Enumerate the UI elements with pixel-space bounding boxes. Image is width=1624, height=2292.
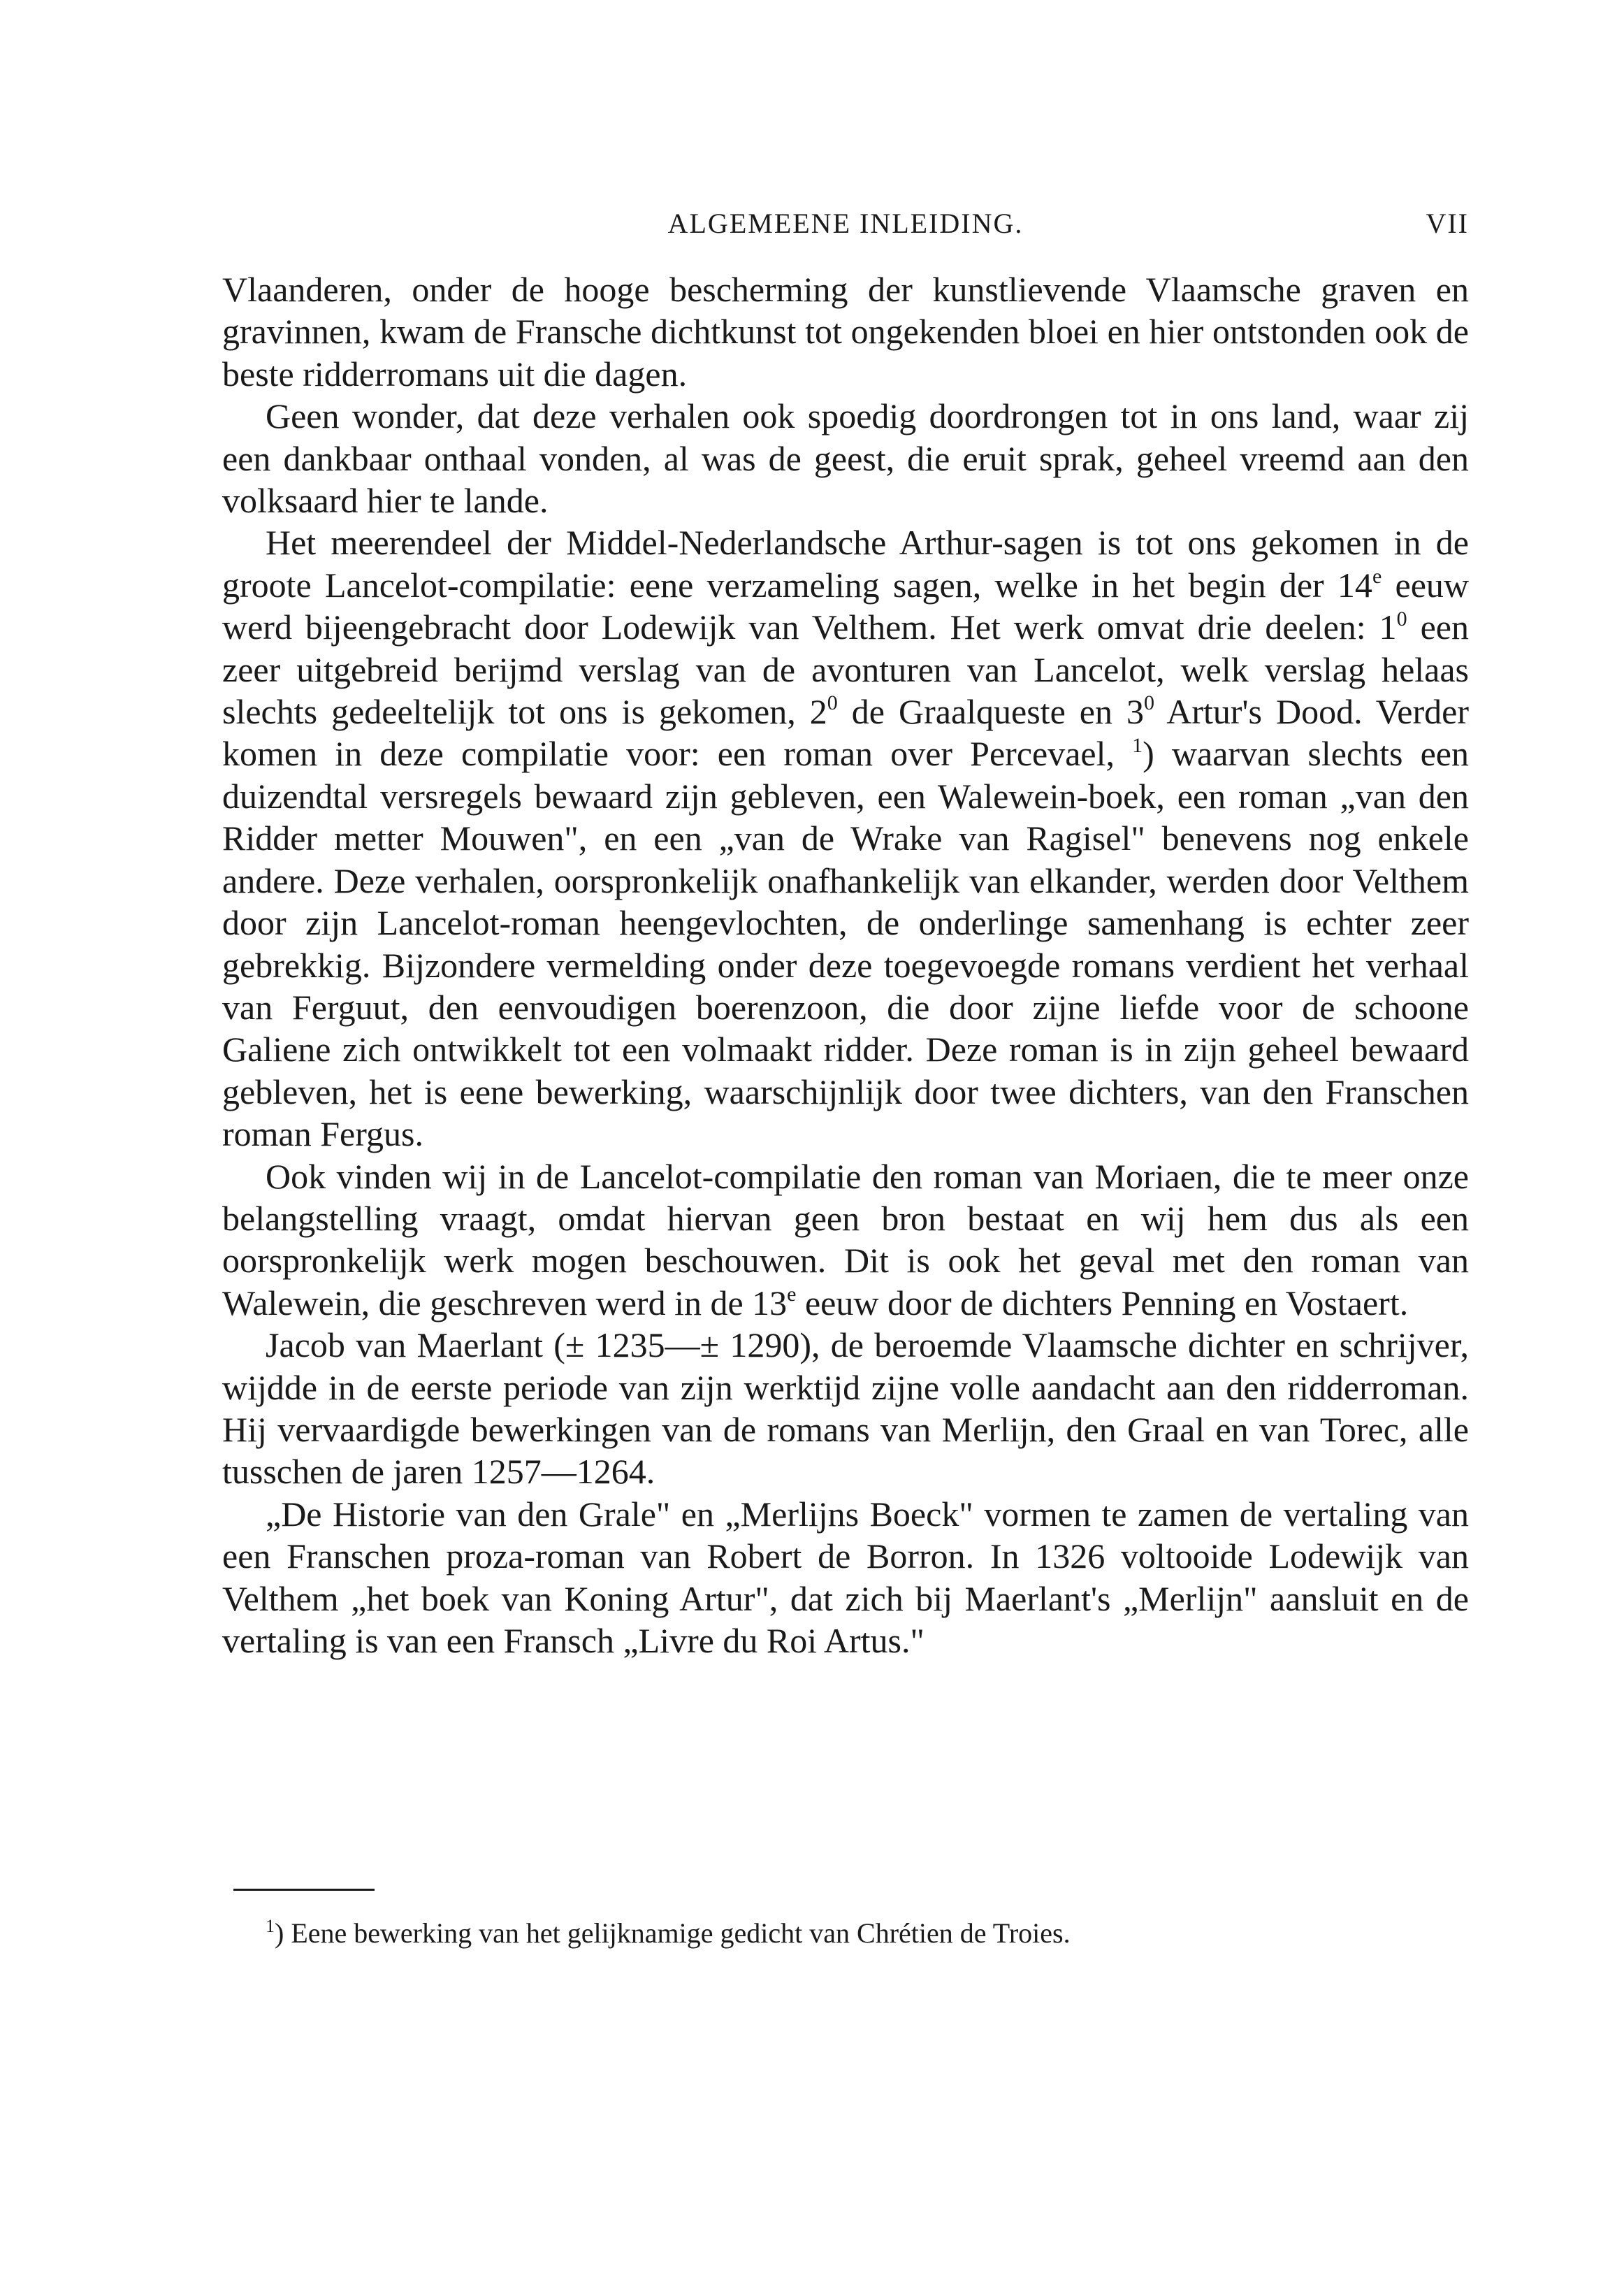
footnote-divider [233,1889,375,1891]
footnote-marker: 1 [266,1915,275,1936]
superscript-e: e [787,1283,797,1306]
paragraph-5: Jacob van Maerlant (± 1235—± 1290), de beroemde Vlaamsche dichter en schrijver, wijdde in de eerste periode van zijn werktijd zijne volle aandacht aan den ridderroman. Hij vervaardigde bewerkingen van de romans van Merlijn, den Graal en van Torec, alle tusschen de jaren 1257—1264. [222,1325,1469,1492]
superscript-ordinal-2: 0 [827,691,838,715]
footnote [266,1914,1469,1953]
paragraph-3-text-a: Het meerendeel der Middel-Nederlandsche Arthur-sagen is tot ons gekomen in de groote Lancelot-compilatie: eene verzameling sagen, welke in het begin der 14 [222,523,1469,605]
paragraph-3-text-e: Artur's Dood. Verder komen in deze compilatie voor: een roman over Percevael, [222,692,1469,774]
paragraph-4-text-b: eeuw door de dichters Penning en Vostaert. [796,1283,1409,1322]
paragraph-3 [222,521,1469,1155]
paragraph-4 [222,1155,1469,1325]
paragraph-3-text-f: ) waarvan slechts een duizendtal versregels bewaard zijn gebleven, een Walewein-boek, een roman „van den Ridder metter Mouwen", en een „van de Wrake van Ragisel" benevens nog enkele andere. Deze verhalen, oorspronkelijk onafhankelijk van elkander, werden door Velthem door zijn Lancelot-roman heengevlochten, de onderlinge samenhang is echter zeer gebrekkig. Bijzondere vermelding onder deze toegevoegde romans verdient het verhaal van Ferguut, den eenvoudigen boerenzoon, die door zijne liefde voor de schoone Galiene zich ontwikkelt tot een volmaakt ridder. Deze roman is in zijn geheel bewaard gebleven, het is eene bewerking, waarschijnlijk door twee dichters, van den Franschen roman Fergus. [222,734,1469,1154]
paragraph-4-text-a: Ook vinden wij in de Lancelot-compilatie den roman van Moriaen, die te meer onze belangstelling vraagt, omdat hiervan geen bron bestaat en wij hem dus als een oorspronkelijk werk mogen beschouwen. Dit is ook het geval met den roman van Walewein, die geschreven werd in de 13 [222,1156,1469,1322]
paragraph-2: Geen wonder, dat deze verhalen ook spoedig doordrongen tot in ons land, waar zij een dankbaar onthaal vonden, al was de geest, die eruit sprak, geheel vreemd aan den volksaard hier te lande. [222,396,1469,521]
footnote-reference: 1 [1132,733,1143,757]
footnote-text: ) Eene bewerking van het gelijknamige gedicht van Chrétien de Troies. [275,1917,1071,1949]
page-number: VII [1426,208,1469,239]
paragraph-3-text-c: een zeer uitgebreid berijmd verslag van de avonturen van Lancelot, welk verslag helaas slechts gedeeltelijk tot ons is gekomen, 2 [222,607,1469,732]
superscript-ordinal-3: 0 [1143,691,1154,715]
paragraph-3-text-b: eeuw werd bijeengebracht door Lodewijk van Velthem. Het werk omvat drie deelen: 1 [222,565,1470,647]
superscript-ordinal-1: 0 [1396,607,1407,630]
page-header [222,207,1469,249]
superscript-e: e [1372,565,1382,589]
paragraph-1: Vlaanderen, onder de hooge bescherming der kunstlievende Vlaamsche graven en gravinnen, kwam de Fransche dichtkunst tot ongekenden bloei en hier ontstonden ook de beste ridderromans uit die dagen. [222,270,1469,394]
body-text [222,268,1469,1662]
paragraph-6: „De Historie van den Grale" en „Merlijns Boeck" vormen te zamen de vertaling van een Franschen proza-roman van Robert de Borron. In 1326 voltooide Lodewijk van Velthem „het boek van Koning Artur", dat zich bij Maerlant's „Merlijn" aansluit en de vertaling is van een Fransch „Livre du Roi Artus." [222,1494,1469,1660]
running-title: ALGEMEENE INLEIDING. [667,208,1024,239]
paragraph-3-text-d: de Graalqueste en 3 [837,692,1144,732]
